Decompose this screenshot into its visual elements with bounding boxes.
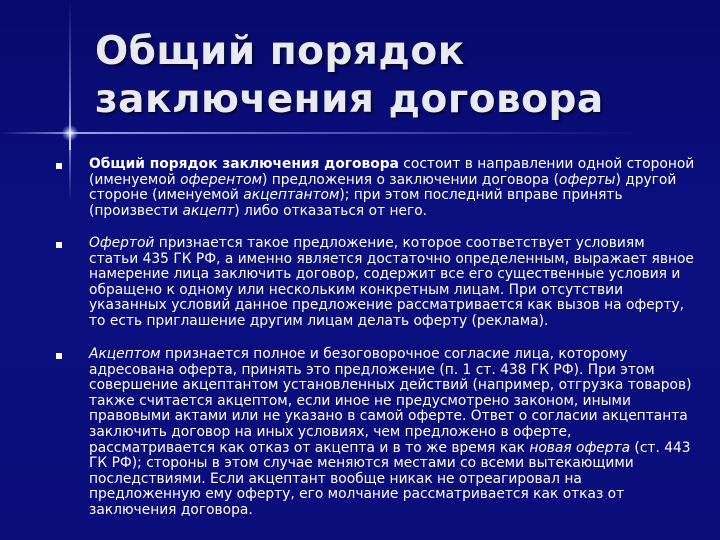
bullet-text-segment: ) предложения о заключении договора ( — [262, 171, 560, 188]
bullet-text-segment: ); при этом последний вправе принять (произвести — [89, 187, 623, 219]
bullet-list — [56, 157, 696, 520]
decorative-horizontal-line — [0, 132, 640, 134]
bullet-text-segment: ) другой стороне (именуемой — [89, 171, 677, 204]
bullet-text-segment: (ст. 443 ГК РФ); стороны в этом случае меняются местами со всеми вытекающими последствиями. Если акцептант вообще никак не отреагировал на предложенную ему оферту, его молчание рассматривается как отказ от заключения договора. — [89, 439, 691, 518]
bullet-text-segment: состоит в направлении одной стороной (именуемой — [89, 156, 695, 188]
square-bullet-icon — [56, 163, 62, 169]
bullet-item — [56, 347, 696, 519]
bullet-text-segment: Офертой — [89, 235, 155, 251]
bullet-item — [56, 157, 696, 235]
slide-title — [95, 28, 695, 124]
bullet-text-segment: Акцептом — [89, 346, 161, 362]
bullet-text-segment: оферентом — [180, 171, 263, 188]
bullet-text-segment: оферты — [559, 171, 616, 188]
slide-title-line-1: Общий порядок — [95, 29, 465, 74]
bullet-text-segment: ) либо отказаться от него. — [234, 202, 428, 219]
bullet-text-segment: акцептантом — [243, 187, 340, 204]
bullet-text-segment: акцепт — [182, 202, 235, 219]
bullet-text — [89, 235, 694, 329]
bullet-text — [89, 346, 692, 518]
slide-title-line-2: заключения договора — [95, 77, 604, 122]
square-bullet-icon — [56, 242, 62, 248]
bullet-text — [89, 156, 694, 219]
bullet-text-segment: признается такое предложение, которое соответствует условиям статьи 435 ГК РФ, а именно является достаточно определенным, выражает явное намерение лица заключить договор, содержит все его существенные условия и обращено к одному или нескольким конкретным лицам. При отсутствии указанных условий данное предложение рассматривается как вызов на оферту, то есть приглашение другим лицам делать оферту (реклама). — [89, 235, 694, 329]
bullet-text-segment: признается полное и безоговорочное согласие лица, которому адресована оферта, принять это предложение (п. 1 ст. 438 ГК РФ). При этом совершение акцептантом установленных действий (например, отгрузка товаров) также считается акцептом, если иное не предусмотрено законом, иными правовыми актами или не указано в самой оферте. Ответ о согласии акцептанта заключить договор на иных условиях, чем предложено в оферте, рассматривается как отказ от акцепта и в то же время как — [89, 346, 692, 456]
decorative-sparkle-icon — [62, 125, 78, 141]
bullet-text-segment: Общий порядок заключения договора — [89, 156, 399, 172]
square-bullet-icon — [56, 353, 62, 359]
bullet-item — [56, 236, 696, 346]
bullet-text-segment: новая оферта — [529, 439, 631, 456]
